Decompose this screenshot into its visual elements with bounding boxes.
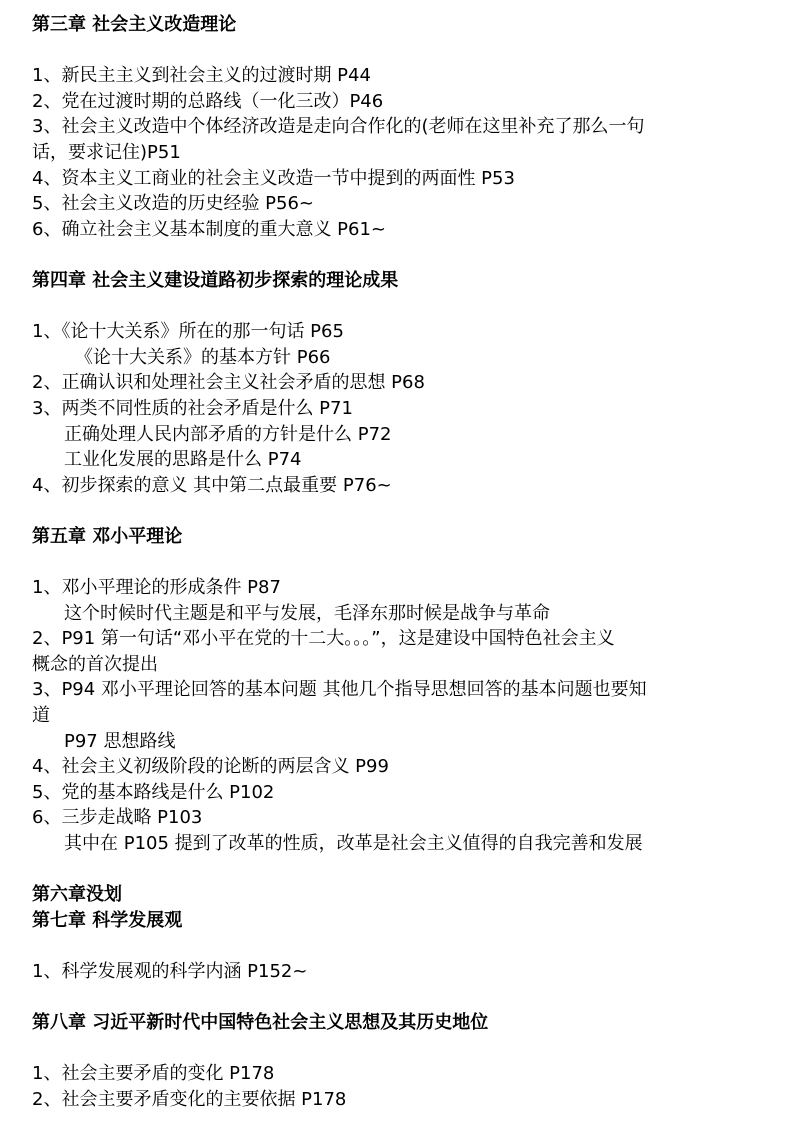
chapter-heading: 第六章没划 (32, 884, 122, 906)
spacer (32, 38, 799, 64)
list-subitem: 这个时候时代主题是和平与发展，毛泽东那时候是战争与革命 (64, 602, 550, 624)
list-item: 1、新民主主义到社会主义的过渡时期 P44 (32, 65, 371, 87)
spacer (32, 294, 799, 320)
list-item: 6、确立社会主义基本制度的重大意义 P61~ (32, 218, 387, 240)
spacer (32, 498, 799, 524)
list-subitem: 工业化发展的思路是什么 P74 (64, 449, 302, 471)
list-item: 2、党在过渡时期的总路线（一化三改）P46 (32, 90, 384, 112)
spacer (32, 933, 799, 959)
spacer (32, 857, 799, 883)
spacer (32, 242, 799, 268)
list-item-continuation: 道 (32, 705, 50, 727)
spacer (32, 549, 799, 575)
list-item: 4、资本主义工商业的社会主义改造一节中提到的两面性 P53 (32, 167, 515, 189)
list-item: 5、党的基本路线是什么 P102 (32, 781, 275, 803)
list-item: 5、社会主义改造的历史经验 P56~ (32, 193, 315, 215)
spacer (32, 1036, 799, 1062)
list-item: 1、科学发展观的科学内涵 P152~ (32, 960, 308, 982)
list-item: 3、社会主义改造中个体经济改造是走向合作化的(老师在这里补充了那么一句 (32, 116, 645, 138)
list-item: 1、社会主要矛盾的变化 P178 (32, 1063, 275, 1085)
list-subitem: 正确处理人民内部矛盾的方针是什么 P72 (64, 423, 392, 445)
list-item-continuation: 概念的首次提出 (32, 653, 158, 675)
list-item: 2、P91 第一句话“邓小平在党的十二大。。。”，这是建设中国特色社会主义 (32, 628, 615, 650)
spacer (32, 985, 799, 1011)
list-item: 4、社会主义初级阶段的论断的两层含义 P99 (32, 756, 389, 778)
list-subitem: P97 思想路线 (64, 730, 176, 752)
list-item-continuation: 话，要求记住)P51 (32, 141, 181, 163)
chapter-heading: 第七章 科学发展观 (32, 909, 183, 931)
chapter-heading: 第五章 邓小平理论 (32, 525, 183, 547)
list-item: 3、P94 邓小平理论回答的基本问题 其他几个指导思想回答的基本问题也要知 (32, 679, 647, 701)
chapter-heading: 第八章 习近平新时代中国特色社会主义思想及其历史地位 (32, 1012, 489, 1034)
list-item: 4、初步探索的意义 其中第二点最重要 P76~ (32, 474, 392, 496)
list-item: 3、两类不同性质的社会矛盾是什么 P71 (32, 397, 353, 419)
list-item: 2、正确认识和处理社会主义社会矛盾的思想 P68 (32, 372, 425, 394)
list-item: 2、社会主要矛盾变化的主要依据 P178 (32, 1088, 347, 1110)
list-item: 6、三步走战略 P103 (32, 807, 203, 829)
list-item: 1、《论十大关系》所在的那一句话 P65 (32, 321, 344, 343)
chapter-heading: 第四章 社会主义建设道路初步探索的理论成果 (32, 269, 399, 291)
list-subitem: 其中在 P105 提到了改革的性质，改革是社会主义值得的自我完善和发展 (64, 833, 643, 854)
chapter-heading: 第三章 社会主义改造理论 (32, 14, 237, 35)
list-subitem: 《论十大关系》的基本方针 P66 (75, 346, 331, 368)
list-item: 1、邓小平理论的形成条件 P87 (32, 577, 281, 599)
